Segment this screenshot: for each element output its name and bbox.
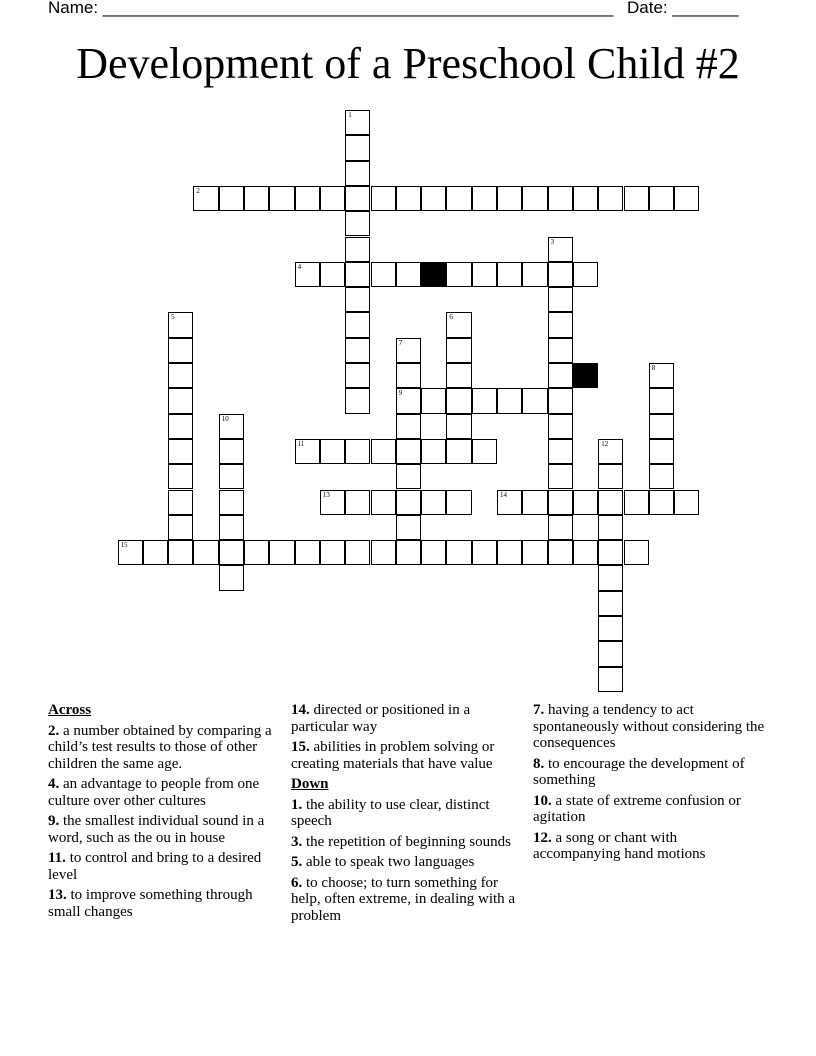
down-heading: Down xyxy=(291,776,329,792)
clue-number: 2. xyxy=(48,722,60,739)
answer-square[interactable] xyxy=(446,262,471,287)
answer-square[interactable] xyxy=(624,186,649,211)
answer-square[interactable] xyxy=(548,312,573,337)
answer-square[interactable] xyxy=(345,388,370,413)
answer-square[interactable] xyxy=(219,414,244,439)
answer-square[interactable] xyxy=(446,388,471,413)
answer-square[interactable] xyxy=(396,388,421,413)
answer-square[interactable] xyxy=(168,388,193,413)
clue-across-13 xyxy=(48,887,282,920)
answer-square[interactable] xyxy=(345,135,370,160)
answer-square[interactable] xyxy=(548,237,573,262)
answer-square[interactable] xyxy=(396,515,421,540)
clue-number-label: 10 xyxy=(221,414,229,423)
clue-number: 7. xyxy=(533,702,545,718)
page-title: Development of a Preschool Child #2 xyxy=(76,39,740,88)
answer-square[interactable] xyxy=(371,439,396,464)
answer-square[interactable] xyxy=(649,490,674,515)
clue-number: 10. xyxy=(533,792,552,809)
answer-square[interactable] xyxy=(649,439,674,464)
answer-square[interactable] xyxy=(168,414,193,439)
answer-square[interactable] xyxy=(396,540,421,565)
clue-down-12 xyxy=(533,830,765,863)
clue-across-4 xyxy=(48,776,282,809)
answer-square[interactable] xyxy=(598,439,623,464)
answer-square[interactable] xyxy=(548,388,573,413)
answer-square[interactable] xyxy=(573,490,598,515)
answer-square[interactable] xyxy=(649,186,674,211)
clue-number: 8. xyxy=(533,755,545,772)
across-heading: Across xyxy=(48,702,92,718)
clue-text: to choose; to turn something for help, often extreme, in dealing with a problem xyxy=(291,874,516,924)
answer-square[interactable] xyxy=(472,540,497,565)
answer-square[interactable] xyxy=(548,287,573,312)
answer-square[interactable] xyxy=(573,186,598,211)
answer-square[interactable] xyxy=(446,490,471,515)
answer-square[interactable] xyxy=(446,414,471,439)
answer-square[interactable] xyxy=(371,262,396,287)
clue-number-label: 3 xyxy=(550,237,555,246)
clue-down-6 xyxy=(291,875,527,925)
answer-square[interactable] xyxy=(168,490,193,515)
clue-down-5 xyxy=(291,854,527,871)
answer-square[interactable] xyxy=(295,186,320,211)
clue-number: 15. xyxy=(291,739,310,755)
clue-text: a state of extreme confusion or agitation xyxy=(533,792,741,825)
clue-number: 6. xyxy=(291,874,303,891)
clue-text: to control and bring to a desired level xyxy=(48,850,262,883)
answer-square[interactable] xyxy=(573,540,598,565)
clue-text: the ability to use clear, distinct speech xyxy=(291,796,490,829)
answer-square[interactable] xyxy=(320,540,345,565)
answer-square[interactable] xyxy=(421,186,446,211)
answer-square[interactable] xyxy=(472,186,497,211)
clue-across-14 xyxy=(291,702,527,735)
answer-square[interactable] xyxy=(548,464,573,489)
clue-down-1 xyxy=(291,797,527,830)
clues-column-2 xyxy=(291,702,527,928)
answer-square[interactable] xyxy=(548,414,573,439)
answer-square[interactable] xyxy=(396,439,421,464)
answer-square[interactable] xyxy=(396,186,421,211)
answer-square[interactable] xyxy=(345,490,370,515)
answer-square[interactable] xyxy=(421,540,446,565)
answer-square[interactable] xyxy=(244,540,269,565)
clue-number-label: 12 xyxy=(601,439,609,448)
answer-square[interactable] xyxy=(421,388,446,413)
answer-square[interactable] xyxy=(371,540,396,565)
answer-square[interactable] xyxy=(522,540,547,565)
answer-square[interactable] xyxy=(219,565,244,590)
answer-square[interactable] xyxy=(219,186,244,211)
answer-square[interactable] xyxy=(345,186,370,211)
answer-square[interactable] xyxy=(269,186,294,211)
name-field[interactable]: Name: ______________________________________________________ xyxy=(48,0,614,17)
clue-down-8 xyxy=(533,756,765,789)
clue-number-label: 5 xyxy=(171,313,175,322)
clue-text: able to speak two languages xyxy=(306,854,475,870)
clue-text: a song or chant with accompanying hand motions xyxy=(533,829,706,862)
answer-square[interactable] xyxy=(320,439,345,464)
answer-square[interactable] xyxy=(193,186,218,211)
answer-square[interactable] xyxy=(421,490,446,515)
clue-text: the smallest individual sound in a word, such as the ou in house xyxy=(48,813,265,846)
answer-square[interactable] xyxy=(446,540,471,565)
answer-square[interactable] xyxy=(168,439,193,464)
answer-square[interactable] xyxy=(548,262,573,287)
answer-square[interactable] xyxy=(649,464,674,489)
answer-square[interactable] xyxy=(548,338,573,363)
answer-square[interactable] xyxy=(219,464,244,489)
answer-square[interactable] xyxy=(118,540,143,565)
answer-square[interactable] xyxy=(345,237,370,262)
answer-square[interactable] xyxy=(244,186,269,211)
answer-square[interactable] xyxy=(219,490,244,515)
answer-square[interactable] xyxy=(396,490,421,515)
answer-square[interactable] xyxy=(598,515,623,540)
answer-square[interactable] xyxy=(649,388,674,413)
clue-number: 5. xyxy=(291,854,303,870)
answer-square[interactable] xyxy=(168,540,193,565)
answer-square[interactable] xyxy=(269,540,294,565)
answer-square[interactable] xyxy=(649,363,674,388)
answer-square[interactable] xyxy=(396,363,421,388)
answer-square[interactable] xyxy=(497,262,522,287)
answer-square[interactable] xyxy=(548,186,573,211)
answer-square[interactable] xyxy=(219,540,244,565)
clue-number: 12. xyxy=(533,829,552,846)
answer-square[interactable] xyxy=(624,490,649,515)
shaded-square xyxy=(573,363,598,388)
clue-number-label: 15 xyxy=(120,541,128,550)
answer-square[interactable] xyxy=(345,363,370,388)
answer-square[interactable] xyxy=(421,439,446,464)
answer-square[interactable] xyxy=(573,262,598,287)
answer-square[interactable] xyxy=(598,565,623,590)
clue-number: 4. xyxy=(48,776,60,792)
date-field[interactable]: Date: _______ xyxy=(627,0,739,17)
answer-square[interactable] xyxy=(371,490,396,515)
answer-square[interactable] xyxy=(548,490,573,515)
answer-square[interactable] xyxy=(320,490,345,515)
clues-column-3 xyxy=(533,702,765,867)
answer-square[interactable] xyxy=(674,490,699,515)
answer-square[interactable] xyxy=(168,464,193,489)
answer-square[interactable] xyxy=(345,439,370,464)
clue-number-label: 14 xyxy=(500,490,507,499)
clue-text: having a tendency to act spontaneously without considering the consequences xyxy=(533,702,765,751)
clue-number-label: 9 xyxy=(398,389,403,398)
answer-square[interactable] xyxy=(472,262,497,287)
clue-number-label: 6 xyxy=(449,313,453,322)
clue-number-label: 2 xyxy=(196,186,200,195)
answer-square[interactable] xyxy=(522,262,547,287)
clue-text: the repetition of beginning sounds xyxy=(306,833,511,850)
answer-square[interactable] xyxy=(345,211,370,236)
clue-number: 13. xyxy=(48,887,67,903)
answer-square[interactable] xyxy=(497,388,522,413)
answer-square[interactable] xyxy=(396,414,421,439)
answer-square[interactable] xyxy=(548,439,573,464)
answer-square[interactable] xyxy=(143,540,168,565)
clue-down-7 xyxy=(533,702,765,752)
answer-square[interactable] xyxy=(219,439,244,464)
clue-text: to improve something through small changes xyxy=(48,887,253,920)
answer-square[interactable] xyxy=(522,388,547,413)
clue-number-label: 11 xyxy=(297,439,305,448)
answer-square[interactable] xyxy=(396,338,421,363)
answer-square[interactable] xyxy=(345,287,370,312)
answer-square[interactable] xyxy=(497,186,522,211)
answer-square[interactable] xyxy=(396,464,421,489)
clue-text: an advantage to people from one culture over other cultures xyxy=(48,776,260,809)
clues-column-1 xyxy=(48,702,282,924)
answer-square[interactable] xyxy=(219,515,244,540)
answer-square[interactable] xyxy=(345,262,370,287)
answer-square[interactable] xyxy=(446,338,471,363)
answer-square[interactable] xyxy=(168,515,193,540)
answer-square[interactable] xyxy=(472,439,497,464)
clue-down-3 xyxy=(291,834,527,851)
answer-square[interactable] xyxy=(598,616,623,641)
answer-square[interactable] xyxy=(548,515,573,540)
clue-text: a number obtained by comparing a child’s test results to those of other children the same age. xyxy=(48,722,272,772)
answer-square[interactable] xyxy=(548,540,573,565)
clue-number: 11. xyxy=(48,850,66,866)
answer-square[interactable] xyxy=(345,161,370,186)
answer-square[interactable] xyxy=(598,591,623,616)
answer-square[interactable] xyxy=(295,262,320,287)
answer-square[interactable] xyxy=(396,262,421,287)
answer-square[interactable] xyxy=(295,540,320,565)
answer-square[interactable] xyxy=(674,186,699,211)
answer-square[interactable] xyxy=(649,414,674,439)
answer-square[interactable] xyxy=(598,464,623,489)
clue-number-label: 4 xyxy=(297,262,302,271)
clue-down-10 xyxy=(533,793,765,826)
answer-square[interactable] xyxy=(193,540,218,565)
answer-square[interactable] xyxy=(598,641,623,666)
answer-square[interactable] xyxy=(320,186,345,211)
clue-number-label: 13 xyxy=(322,490,330,499)
clue-number: 1. xyxy=(291,796,303,813)
answer-square[interactable] xyxy=(320,262,345,287)
answer-square[interactable] xyxy=(598,186,623,211)
answer-square[interactable] xyxy=(446,439,471,464)
answer-square[interactable] xyxy=(168,312,193,337)
answer-square[interactable] xyxy=(168,338,193,363)
clue-across-15 xyxy=(291,739,527,772)
answer-square[interactable] xyxy=(345,110,370,135)
answer-square[interactable] xyxy=(446,312,471,337)
answer-square[interactable] xyxy=(598,667,623,692)
answer-square[interactable] xyxy=(522,490,547,515)
clue-number-label: 7 xyxy=(398,338,403,347)
answer-square[interactable] xyxy=(548,363,573,388)
answer-square[interactable] xyxy=(371,186,396,211)
clue-across-9 xyxy=(48,813,282,846)
clue-number-label: 1 xyxy=(348,111,352,119)
answer-square[interactable] xyxy=(446,363,471,388)
clue-text: to encourage the development of something xyxy=(533,755,745,788)
clue-number: 14. xyxy=(291,702,310,718)
answer-square[interactable] xyxy=(598,490,623,515)
shaded-square xyxy=(421,262,446,287)
answer-square[interactable] xyxy=(168,363,193,388)
answer-square[interactable] xyxy=(472,388,497,413)
clue-number: 3. xyxy=(291,833,303,850)
answer-square[interactable] xyxy=(624,540,649,565)
clue-text: abilities in problem solving or creating materials that have value xyxy=(291,739,495,772)
clue-across-2 xyxy=(48,723,282,773)
answer-square[interactable] xyxy=(446,186,471,211)
answer-square[interactable] xyxy=(345,540,370,565)
answer-square[interactable] xyxy=(295,439,320,464)
answer-square[interactable] xyxy=(598,540,623,565)
answer-square[interactable] xyxy=(497,490,522,515)
answer-square[interactable] xyxy=(345,338,370,363)
answer-square[interactable] xyxy=(345,312,370,337)
clue-number: 9. xyxy=(48,813,60,829)
clue-number-label: 8 xyxy=(651,364,656,372)
clue-across-11 xyxy=(48,850,282,883)
answer-square[interactable] xyxy=(497,540,522,565)
clue-text: directed or positioned in a particular way xyxy=(291,702,471,735)
answer-square[interactable] xyxy=(522,186,547,211)
